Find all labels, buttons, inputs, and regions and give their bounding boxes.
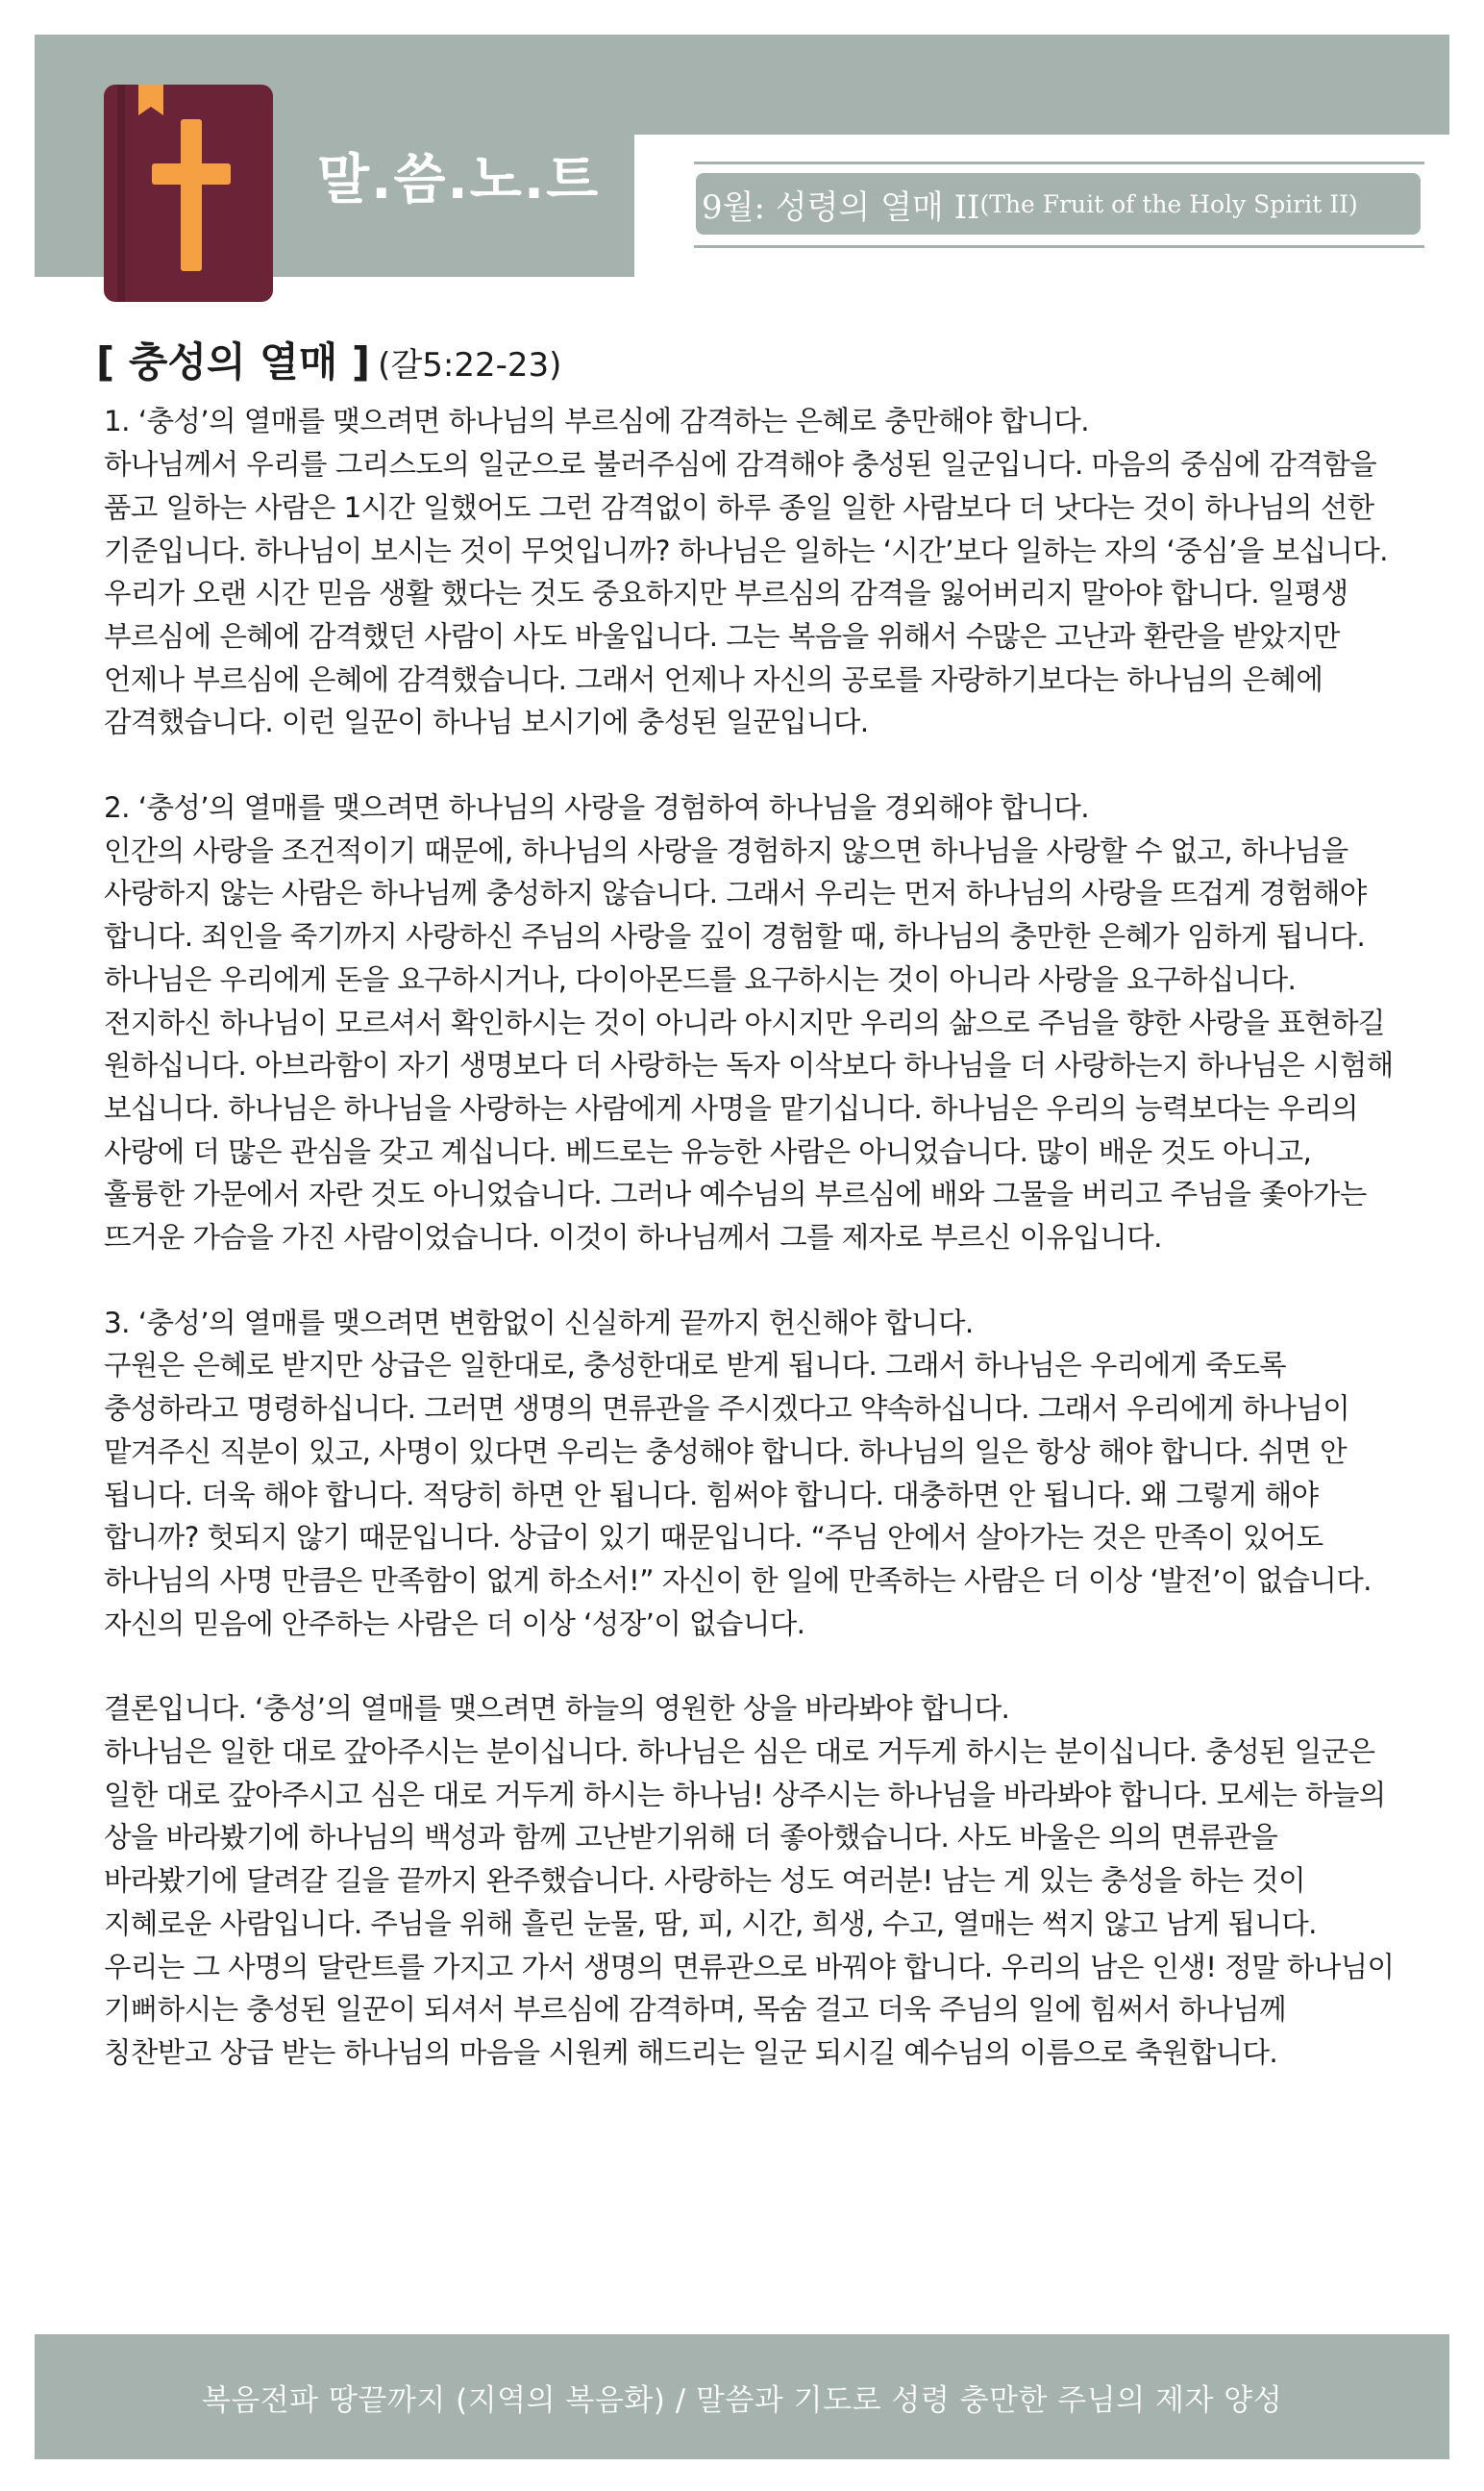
sermon-point-1 [104, 400, 1396, 744]
series-banner [694, 162, 1424, 248]
point-body: 구원은 은혜로 받지만 상급은 일한대로, 충성한대로 받게 됩니다. 그래서 하나님은 우리에게 죽도록 충성하라고 명령하십니다. 그러면 생명의 면류관을 주시겠다고 약속하십니다. 그래서 우리에게 하나님이 맡겨주신 직분이 있고, 사명이 있다면 우리는 충성해야 합니다. 하나님의 일은 항상 해야 합니다. 쉬면 안 됩니다. 더욱 해야 합니다. 적당히 하면 안 됩니다. 힘써야 합니다. 대충하면 안 됩니다. 왜 그렇게 해야 합니까? 헛되지 않기 때문입니다. 상급이 있기 때문입니다. “주님 안에서 살아가는 것은 만족이 있어도 하나님의 사명 만큼은 만족함이 없게 하소서!” 자신이 한 일에 만족하는 사람은 더 이상 ‘발전’이 없습니다. 자신의 믿음에 안주하는 사람은 더 이상 ‘성장’이 없습니다. [104, 1349, 1372, 1640]
sermon-point-2 [104, 786, 1396, 1259]
app-title: 말.씀.노.트 [317, 149, 601, 212]
divider [694, 162, 1424, 164]
point-body: 인간의 사랑을 조건적이기 때문에, 하나님의 사랑을 경험하지 않으면 하나님을 사랑할 수 없고, 하나님을 사랑하지 않는 사람은 하나님께 충성하지 않습니다. 그래서 우리는 먼저 하나님의 사랑을 뜨겁게 경험해야 합니다. 죄인을 죽기까지 사랑하신 주님의 사랑을 깊이 경험할 때, 하나님의 충만한 은혜가 임하게 됩니다. 하나님은 우리에게 돈을 요구하시거나, 다이아몬드를 요구하시는 것이 아니라 사랑을 요구하십니다. 전지하신 하나님이 모르셔서 확인하시는 것이 아니라 아시지만 우리의 삶으로 주님을 향한 사랑을 표현하길 원하십니다. 아브라함이 자기 생명보다 더 사랑하는 독자 이삭보다 하나님을 더 사랑하는지 하나님은 시험해 보십니다. 하나님은 하나님을 사랑하는 사람에게 사명을 맡기십니다. 하나님은 우리의 능력보다는 우리의 사랑에 더 많은 관심을 갖고 계십니다. 베드로는 유능한 사람은 아니었습니다. 많이 배운 것도 아니고, 훌륭한 가문에서 자란 것도 아니었습니다. 그러나 예수님의 부르심에 배와 그물을 버리고 주님을 좇아가는 뜨거운 가슴을 가진 사람이었습니다. 이것이 하나님께서 그를 제자로 부르신 이유입니다. [104, 834, 1394, 1255]
scripture-reference: (갈5:22-23) [378, 346, 562, 385]
sermon-conclusion [104, 1687, 1396, 2074]
point-heading: 결론입니다. ‘충성’의 열매를 맺으려면 하늘의 영원한 상을 바라봐야 합니다. [104, 1692, 1010, 1726]
sermon-point-3 [104, 1302, 1396, 1646]
divider [694, 245, 1424, 248]
point-heading: 2. ‘충성’의 열매를 맺으려면 하나님의 사랑을 경험하여 하나님을 경외해야 합니다. [104, 791, 1089, 825]
series-subtitle: (The Fruit of the Holy Spirit II) [979, 189, 1358, 218]
series-title [696, 173, 1421, 235]
point-heading: 3. ‘충성’의 열매를 맺으려면 변함없이 신실하게 끝까지 헌신해야 합니다. [104, 1306, 974, 1339]
footer-banner [35, 2334, 1449, 2459]
bible-cross-icon [104, 85, 273, 302]
sermon-content [96, 338, 1396, 2300]
point-heading: 1. ‘충성’의 열매를 맺으려면 하나님의 부르심에 감격하는 은혜로 충만해야 합니다. [104, 405, 1089, 438]
point-body: 하나님은 일한 대로 갚아주시는 분이십니다. 하나님은 심은 대로 거두게 하시는 분이십니다. 충성된 일군은 일한 대로 갚아주시고 심은 대로 거두게 하시는 하나님! 상주시는 하나님을 바라봐야 합니다. 모세는 하늘의 상을 바라봤기에 하나님의 백성과 함께 고난받기위해 더 좋아했습니다. 사도 바울은 의의 면류관을 바라봤기에 달려갈 길을 끝까지 완주했습니다. 사랑하는 성도 여러분! 남는 게 있는 충성을 하는 것이 지혜로운 사람입니다. 주님을 위해 흘린 눈물, 땀, 피, 시간, 희생, 수고, 열매는 썩지 않고 남게 됩니다. 우리는 그 사명의 달란트를 가지고 가서 생명의 면류관으로 바꿔야 합니다. 우리의 남은 인생! 정말 하나님이 기뻐하시는 충성된 일꾼이 되셔서 부르심에 감격하며, 목숨 걸고 더욱 주님의 일에 힘써서 하나님께 칭찬받고 상급 받는 하나님의 마음을 시원케 해드리는 일군 되시길 예수님의 이름으로 축원합니다. [104, 1735, 1395, 2069]
footer-text: 복음전파 땅끝까지 (지역의 복음화) / 말씀과 기도로 성령 충만한 주님의 제자 양성 [201, 2382, 1283, 2418]
page-title [96, 338, 1396, 386]
point-body: 하나님께서 우리를 그리스도의 일군으로 불러주심에 감격해야 충성된 일군입니다. 마음의 중심에 감격함을 품고 일하는 사람은 1시간 일했어도 그런 감격없이 하루 종일 일한 사람보다 더 낫다는 것이 하나님의 선한 기준입니다. 하나님이 보시는 것이 무엇입니까? 하나님은 일하는 ‘시간’보다 일하는 자의 ‘중심’을 보십니다. 우리가 오랜 시간 믿음 생활 했다는 것도 중요하지만 부르심의 감격을 잃어버리지 말아야 합니다. 일평생 부르심에 은혜에 감격했던 사람이 사도 바울입니다. 그는 복음을 위해서 수많은 고난과 환란을 받았지만 언제나 부르심에 은혜에 감격했습니다. 그래서 언제나 자신의 공로를 자랑하기보다는 하나님의 은혜에 감격했습니다. 이런 일꾼이 하나님 보시기에 충성된 일꾼입니다. [104, 448, 1388, 739]
heading-title: [ 충성의 열매 ] [96, 338, 371, 386]
series-main-title: 9월: 성령의 열매 II [702, 187, 980, 227]
